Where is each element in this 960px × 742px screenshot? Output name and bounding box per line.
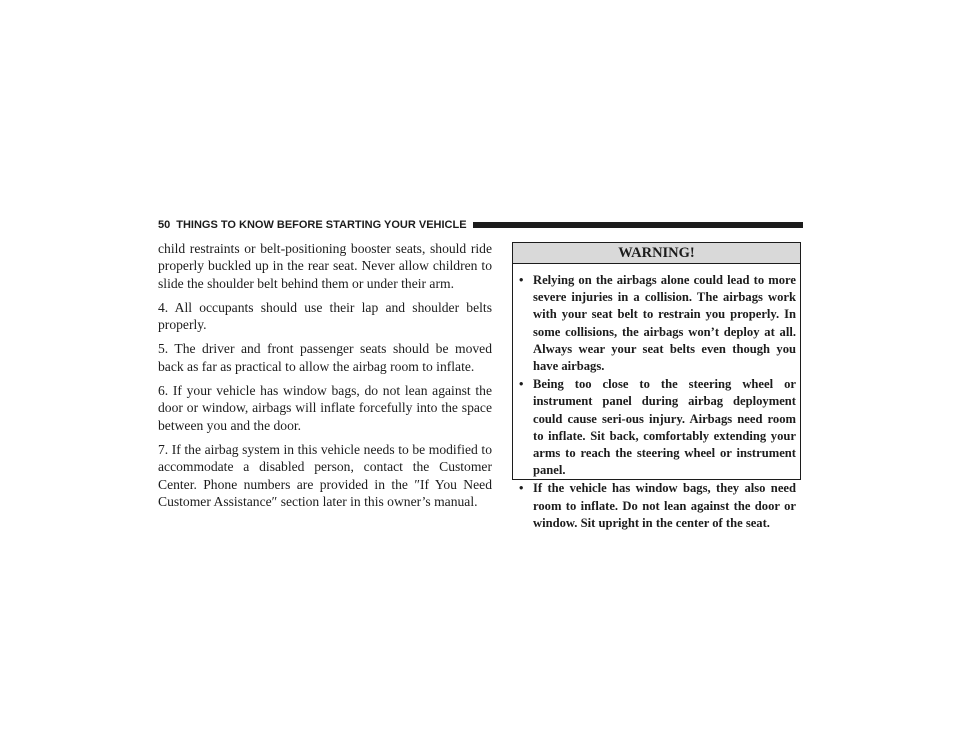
paragraph-5: 7. If the airbag system in this vehicle needs to be modified to accommodate a disabled person, contact the Customer Center. Phone numbers are provided in the ″If You Need Customer Assistance″ section later in this owner’s manual. bbox=[158, 441, 492, 509]
warning-item-text: Relying on the airbags alone could lead to more severe injuries in a collision. The airbags work with your seat belt to restrain you properly. In some collisions, the airbags won’t deploy at all. Always wear your seat belts even though you have airbags. bbox=[533, 273, 796, 374]
paragraph-4: 6. If your vehicle has window bags, do not lean against the door or window, airbags will inflate forcefully into the space between you and the door. bbox=[158, 383, 492, 433]
warning-title: WARNING! bbox=[513, 243, 800, 264]
header-rule bbox=[473, 222, 803, 228]
warning-item bbox=[519, 480, 796, 532]
warning-item-text: Being too close to the steering wheel or instrument panel during airbag deployment could cause seri-ous injury. Airbags need room to inflate. Sit back, comfortably extending your arms to reach the steering wheel or instrument panel. bbox=[533, 377, 796, 478]
warning-item bbox=[519, 376, 796, 479]
bullet-icon: • bbox=[519, 481, 524, 496]
bullet-icon: • bbox=[519, 273, 524, 287]
paragraph-3: 5. The driver and front passenger seats should be moved back as far as practical to allow the airbag room to inflate. bbox=[158, 341, 492, 374]
page-header bbox=[158, 218, 803, 232]
warning-item bbox=[519, 272, 796, 375]
paragraph-2: 4. All occupants should use their lap and shoulder belts properly. bbox=[158, 299, 492, 333]
body-text-column bbox=[158, 240, 492, 517]
section-title: THINGS TO KNOW BEFORE STARTING YOUR VEHICLE bbox=[176, 219, 467, 231]
bullet-icon: • bbox=[519, 377, 524, 392]
warning-box bbox=[512, 242, 801, 530]
paragraph-1: child restraints or belt-positioning booster seats, should ride properly buckled up in the rear seat. Never allow children to slide the shoulder belt behind them or under their arm. bbox=[158, 241, 492, 291]
warning-list bbox=[513, 264, 800, 532]
page-number: 50 bbox=[158, 219, 171, 231]
warning-item-text: If the vehicle has window bags, they also need room to inflate. Do not lean against the door or window. Sit upright in the center of the seat. bbox=[533, 481, 796, 530]
